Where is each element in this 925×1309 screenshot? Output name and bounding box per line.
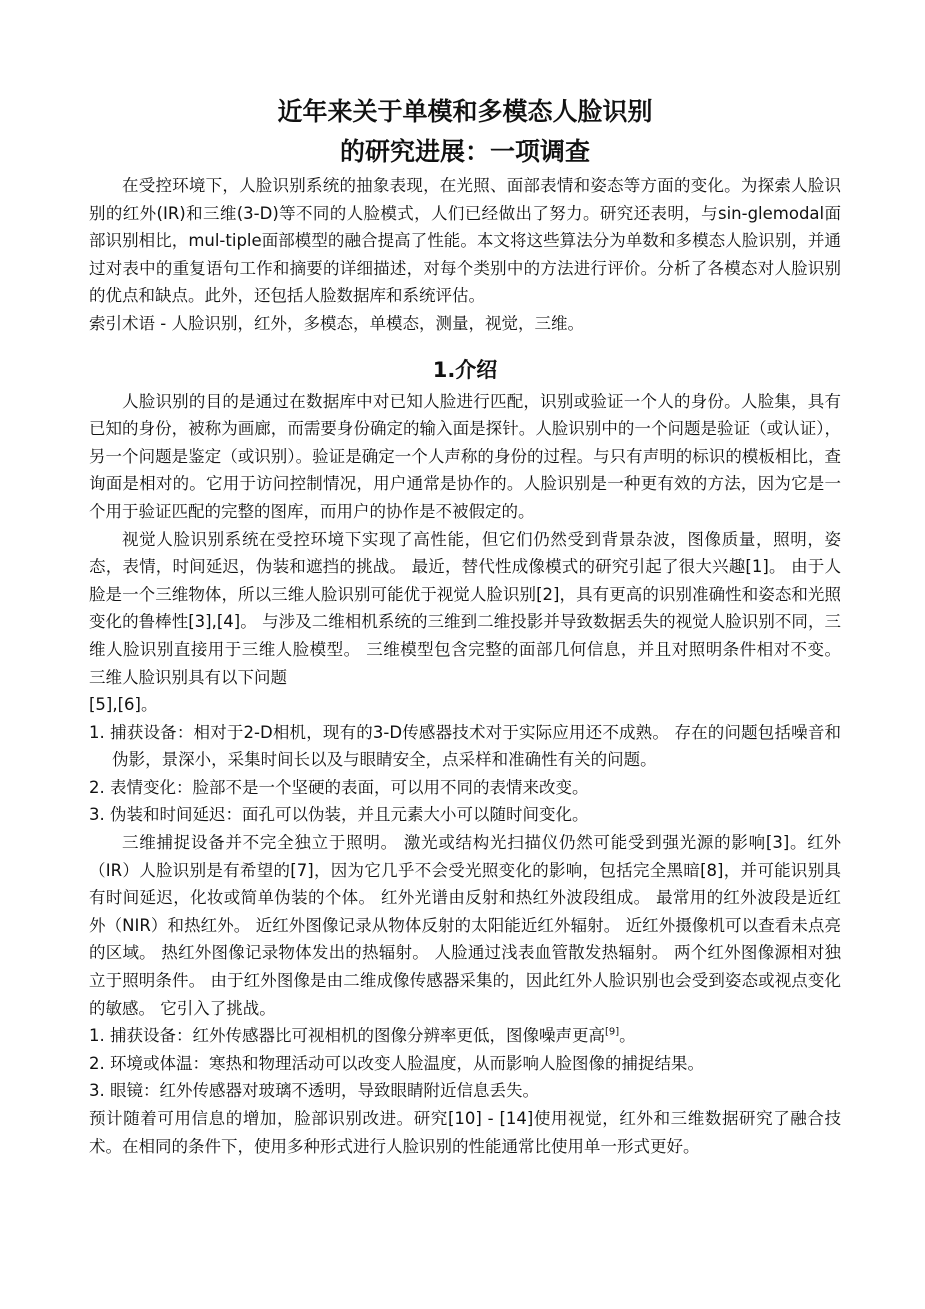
index-terms: 索引术语 - 人脸识别，红外，多模态，单模态，测量，视觉，三维。 [89, 313, 584, 333]
list-item-3d-disguise: 3. 伪装和时间延迟：面孔可以伪装，并且元素大小可以随时间变化。 [89, 805, 589, 825]
list-item-3d-expression: 2. 表情变化：脸部不是一个坚硬的表面，可以用不同的表情来改变。 [89, 777, 589, 797]
intro-paragraph-2-tail: [5],[6]。 [89, 695, 158, 715]
intro-paragraph-2: 视觉人脸识别系统在受控环境下实现了高性能，但它们仍然受到背景杂波，图像质量，照明，姿态，表情，时间延迟，伪装和遮挡的挑战。 最近，替代性成像模式的研究引起了很大兴趣[1]。 由于人脸是一个三维物体，所以三维人脸识别可能优于视觉人脸识别[2]，具有更高的识别准确性和姿态和光照变化的鲁棒性[3],[4]。 与涉及二维相机系统的三维到二维投影并导致数据丢失的视觉人脸识别不同，三维人脸识别直接用于三维人脸模型。 三维模型包含完整的面部几何信息，并且对照明条件相对不变。 三维人脸识别具有以下问题 [89, 529, 841, 687]
abstract-paragraph: 在受控环境下，人脸识别系统的抽象表现，在光照、面部表情和姿态等方面的变化。为探索人脸识别的红外(IR)和三维(3-D)等不同的人脸模式，人们已经做出了努力。研究还表明，与sin-glemodal面部识别相比，mul-tiple面部模型的融合提高了性能。本文将这些算法分为单数和多模态人脸识别，并通过对表中的重复语句工作和摘要的详细描述，对每个类别中的方法进行评价。分析了各模态对人脸识别的优点和缺点。此外，还包括人脸数据库和系统评估。 [89, 176, 841, 306]
paper-title [89, 92, 841, 172]
list-item-ir-temperature: 2. 环境或体温：寒热和物理活动可以改变人脸温度，从而影响人脸图像的捕捉结果。 [89, 1053, 704, 1073]
list-item-ir-capture-end: 。 [619, 1026, 636, 1046]
title-line-1: 近年来关于单模和多模态人脸识别 [277, 97, 653, 126]
list-item-ir-capture-device [89, 1022, 841, 1050]
list-item-3d-capture-device: 1. 捕获设备：相对于2-D相机，现有的3-D传感器技术对于实际应用还不成熟。 存在的问题包括噪音和伪影，景深小，采集时间长以及与眼睛安全，点采样和准确性有关的问题。 [89, 722, 841, 770]
intro-paragraph-4: 预计随着可用信息的增加，脸部识别改进。研究[10] - [14]使用视觉，红外和三维数据研究了融合技术。在相同的条件下，使用多种形式进行人脸识别的性能通常比使用单一形式更好。 [89, 1109, 841, 1156]
title-line-2: 的研究进展：一项调查 [339, 137, 590, 166]
intro-paragraph-1: 人脸识别的目的是通过在数据库中对已知人脸进行匹配，识别或验证一个人的身份。人脸集，具有已知的身份，被称为画廊，而需要身份确定的输入面是探针。人脸识别中的一个问题是验证（或认证），另一个问题是鉴定（或识别）。验证是确定一个人声称的身份的过程。与只有声明的标识的模板相比，查询面是相对的。它用于访问控制情况，用户通常是协作的。人脸识别是一种更有效的方法，因为它是一个用于验证匹配的完整的图库，而用户的协作是不被假定的。 [89, 391, 841, 521]
section-heading-introduction: 1.介绍 [432, 357, 498, 382]
intro-paragraph-3: 三维捕捉设备并不完全独立于照明。 激光或结构光扫描仪仍然可能受到强光源的影响[3]。红外（IR）人脸识别是有希望的[7]，因为它几乎不会受光照变化的影响，包括完全黑暗[8]，并可能识别具有时间延迟，化妆或简单伪装的个体。 红外光谱由反射和热红外波段组成。 最常用的红外波段是近红外（NIR）和热红外。 近红外图像记录从物体反射的太阳能近红外辐射。 近红外摄像机可以查看未点亮的区域。 热红外图像记录物体发出的热辐射。 人脸通过浅表血管散发热辐射。 两个红外图像源相对独立于照明条件。 由于红外图像是由二维成像传感器采集的，因此红外人脸识别也会受到姿态或视点变化的敏感。 它引入了挑战。 [89, 833, 841, 1018]
citation-superscript: [9] [605, 1026, 620, 1038]
list-item-ir-capture-text: 1. 捕获设备：红外传感器比可视相机的图像分辨率更低，图像噪声更高 [89, 1026, 605, 1046]
paper-body [89, 172, 841, 1160]
list-item-ir-glasses: 3. 眼镜：红外传感器对玻璃不透明，导致眼睛附近信息丢失。 [89, 1081, 539, 1101]
